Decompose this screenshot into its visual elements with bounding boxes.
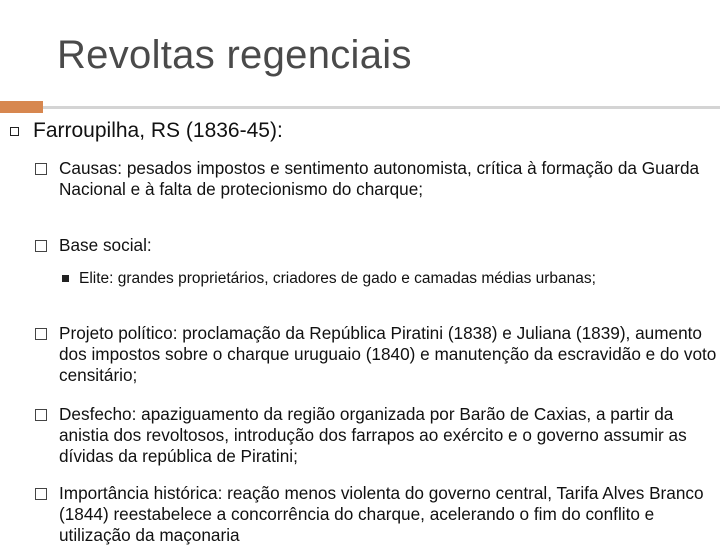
hollow-square-bullet-icon: [35, 409, 47, 421]
list-item-base-social: Base social:: [59, 235, 152, 255]
hollow-square-bullet-icon: [35, 163, 47, 175]
list-item-projeto-politico: Projeto político: proclamação da República Piratini (1838) e Juliana (1839), aumento dos impostos sobre o charque uruguaio (1840) e manutenção da escravidão e do voto censitário;: [59, 323, 717, 385]
hollow-square-bullet-icon: [35, 240, 47, 252]
sub-item-elite: Elite: grandes proprietários, criadores de gado e camadas médias urbanas;: [79, 270, 596, 287]
hollow-square-bullet-icon: [35, 488, 47, 500]
filled-square-bullet-icon: [62, 275, 69, 282]
square-bullet-icon: [10, 127, 19, 136]
list-item-desfecho: Desfecho: apaziguamento da região organizada por Barão de Caxias, a partir da anistia dos revoltosos, introdução dos farrapos ao exército e o governo assumir as dívidas da república de Piratini;: [59, 404, 687, 466]
list-item-importancia-historica: Importância histórica: reação menos violenta do governo central, Tarifa Alves Branco (1844) reestabelece a concorrência do charque, acelerando o fim do conflito e utilização da maçonaria: [59, 483, 704, 545]
hollow-square-bullet-icon: [35, 328, 47, 340]
main-point: Farroupilha, RS (1836-45):: [33, 119, 283, 142]
slide-title: Revoltas regenciais: [57, 33, 412, 77]
list-item-causas: Causas: pesados impostos e sentimento autonomista, crítica à formação da Guarda Nacional e à falta de protecionismo do charque;: [59, 158, 700, 199]
